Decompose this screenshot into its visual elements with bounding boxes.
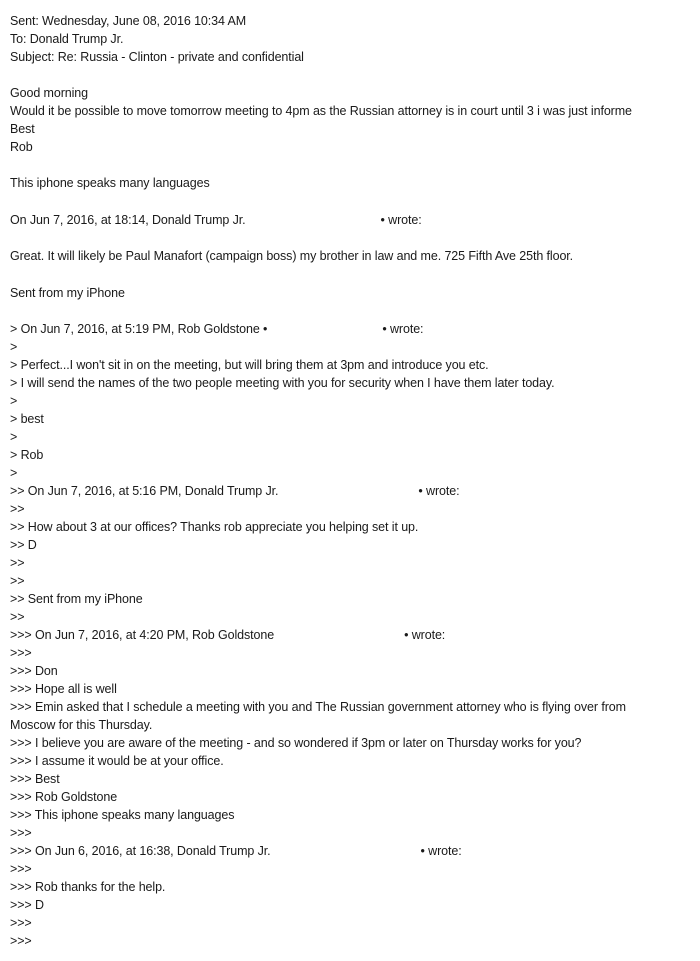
quote2-attribution-end: • wrote: xyxy=(382,322,424,336)
quote4-attribution-end: • wrote: xyxy=(404,628,446,642)
quote2-blank-3: > xyxy=(10,430,18,444)
quote5-blank-3: >>> xyxy=(10,934,32,948)
quote4-don: >>> Don xyxy=(10,664,58,678)
quote5-attribution-start: >>> On Jun 6, 2016, at 16:38, Donald Trump Jr. xyxy=(10,844,271,858)
quote5-attribution-end: • wrote: xyxy=(420,844,462,858)
quote2-attribution-start: > On Jun 7, 2016, at 5:19 PM, Rob Goldstone • xyxy=(10,322,268,336)
quote4-blank-1: >>> xyxy=(10,646,32,660)
quote1-attribution-start: On Jun 7, 2016, at 18:14, Donald Trump Jr. xyxy=(10,213,246,227)
quote4-believe: >>> I believe you are aware of the meeting - and so wondered if 3pm or later on Thursday works for you? xyxy=(10,736,582,750)
quote2-blank-4: > xyxy=(10,466,18,480)
quote5-d: >>> D xyxy=(10,898,44,912)
quote2-line1: > Perfect...I won't sit in on the meeting, but will bring them at 3pm and introduce you etc. xyxy=(10,358,489,372)
quote4-attribution-start: >>> On Jun 7, 2016, at 4:20 PM, Rob Goldstone xyxy=(10,628,275,642)
latest-name: Rob xyxy=(10,140,33,154)
quote3-line1: >> How about 3 at our offices? Thanks rob appreciate you helping set it up. xyxy=(10,520,419,534)
quote4-attribution xyxy=(10,626,445,644)
quote3-attribution-end: • wrote: xyxy=(418,484,460,498)
quote2-rob: > Rob xyxy=(10,448,44,462)
quote3-blank-4: >> xyxy=(10,610,25,624)
quote4-rob: >>> Rob Goldstone xyxy=(10,790,118,804)
quote5-blank-2: >>> xyxy=(10,916,32,930)
quote2-attribution xyxy=(10,320,423,338)
quote4-blank-2: >>> xyxy=(10,826,32,840)
latest-signoff: Best xyxy=(10,122,35,136)
quote1-attribution xyxy=(10,211,422,229)
quote3-line2: >> D xyxy=(10,538,37,552)
quote2-blank-1: > xyxy=(10,340,18,354)
quote5-attribution xyxy=(10,842,462,860)
quote3-attribution xyxy=(10,482,459,500)
quote4-emin-2: Moscow for this Thursday. xyxy=(10,718,153,732)
quote4-emin-1: >>> Emin asked that I schedule a meeting with you and The Russian government attorney who is flying over from xyxy=(10,700,626,714)
quote4-best: >>> Best xyxy=(10,772,60,786)
latest-body: Would it be possible to move tomorrow meeting to 4pm as the Russian attorney is in court until 3 i was just informe xyxy=(10,104,632,118)
greeting: Good morning xyxy=(10,86,89,100)
latest-footer: This iphone speaks many languages xyxy=(10,176,210,190)
quote1-sent-from: Sent from my iPhone xyxy=(10,286,125,300)
sent-line: Sent: Wednesday, June 08, 2016 10:34 AM xyxy=(10,14,247,28)
quote4-hope: >>> Hope all is well xyxy=(10,682,117,696)
quote2-line2: > I will send the names of the two people meeting with you for security when I have them later today. xyxy=(10,376,555,390)
subject-line: Subject: Re: Russia - Clinton - private and confidential xyxy=(10,50,304,64)
quote3-blank-3: >> xyxy=(10,574,25,588)
quote3-sent-from: >> Sent from my iPhone xyxy=(10,592,143,606)
quote3-blank-2: >> xyxy=(10,556,25,570)
quote2-best: > best xyxy=(10,412,44,426)
to-line: To: Donald Trump Jr. xyxy=(10,32,124,46)
quote4-assume: >>> I assume it would be at your office. xyxy=(10,754,224,768)
quote2-blank-2: > xyxy=(10,394,18,408)
quote1-attribution-end: • wrote: xyxy=(380,213,422,227)
quote1-body: Great. It will likely be Paul Manafort (campaign boss) my brother in law and me. 725 Fifth Ave 25th floor. xyxy=(10,249,574,263)
quote5-blank-1: >>> xyxy=(10,862,32,876)
quote3-attribution-start: >> On Jun 7, 2016, at 5:16 PM, Donald Trump Jr. xyxy=(10,484,279,498)
quote4-iphone: >>> This iphone speaks many languages xyxy=(10,808,235,822)
quote5-thanks: >>> Rob thanks for the help. xyxy=(10,880,166,894)
quote3-blank-1: >> xyxy=(10,502,25,516)
